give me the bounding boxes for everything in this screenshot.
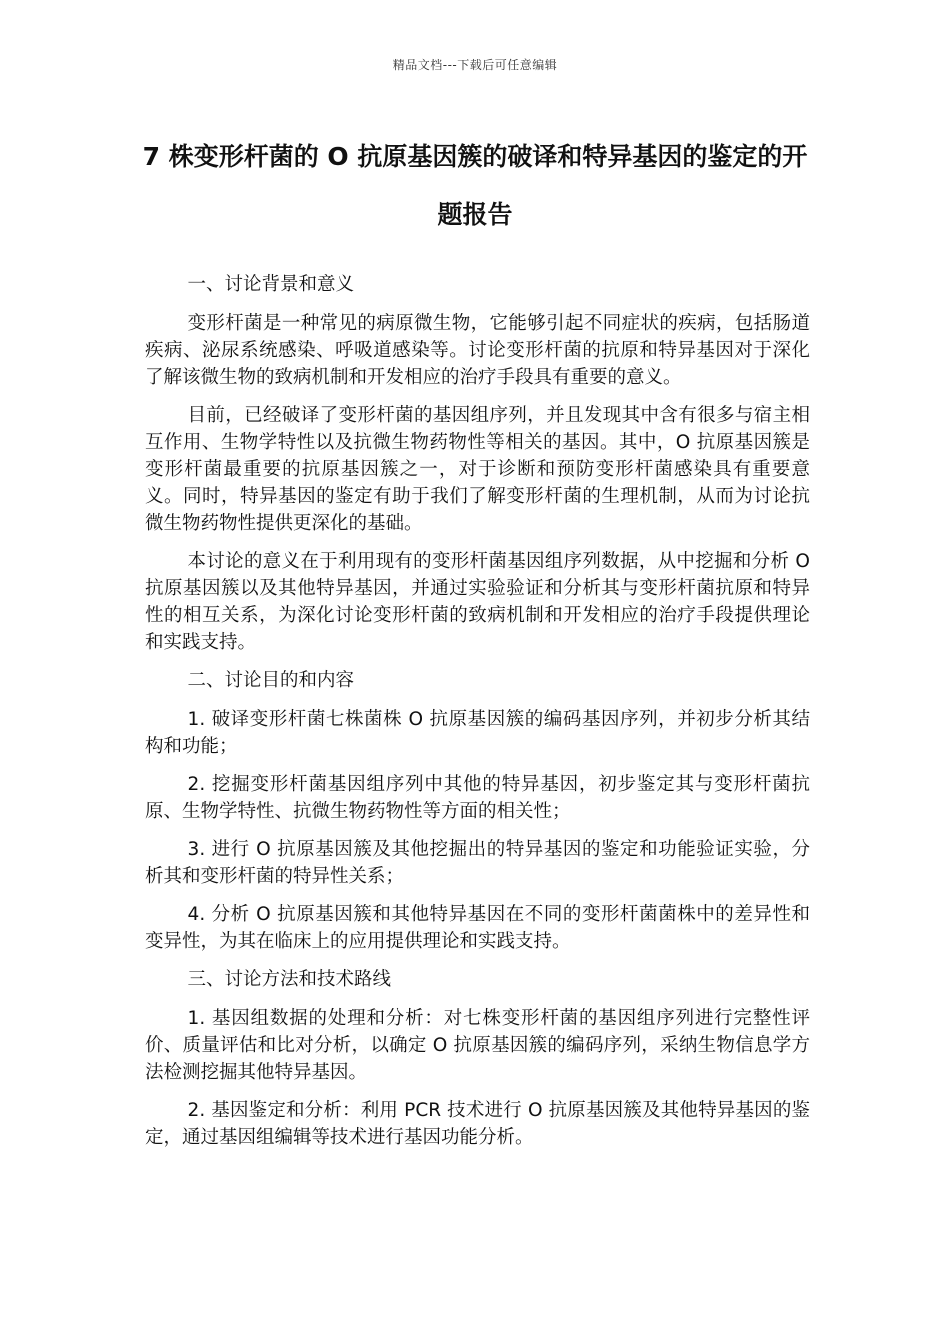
section-heading-methods: 三、讨论方法和技术路线 xyxy=(187,969,392,990)
list-item: 2. 基因鉴定和分析：利用 PCR 技术进行 O 抗原基因簇及其他特异基因的鉴定，通过基因组编辑等技术进行基因功能分析。 xyxy=(145,1100,810,1148)
section-heading-background: 一、讨论背景和意义 xyxy=(187,274,355,295)
document-body xyxy=(145,271,810,1162)
paragraph: 本讨论的意义在于利用现有的变形杆菌基因组序列数据，从中挖掘和分析 O 抗原基因簇以及其他特异基因，并通过实验验证和分析其与变形杆菌抗原和特异性的相互关系，为深化讨论变形杆菌的致病机制和开发相应的治疗手段提供理论和实践支持。 xyxy=(145,551,810,653)
list-item: 1. 基因组数据的处理和分析：对七株变形杆菌的基因组序列进行完整性评价、质量评估和比对分析，以确定 O 抗原基因簇的编码序列，采纳生物信息学方法检测挖掘其他特异基因。 xyxy=(145,1008,810,1083)
page-header: 精品文档---下载后可任意编辑 xyxy=(392,58,558,72)
document-title: 7 株变形杆菌的 O 抗原基因簇的破译和特异基因的鉴定的开题报告 xyxy=(142,142,808,229)
paragraph: 变形杆菌是一种常见的病原微生物，它能够引起不同症状的疾病，包括肠道疾病、泌尿系统感染、呼吸道感染等。讨论变形杆菌的抗原和特异基因对于深化了解该微生物的致病机制和开发相应的治疗手段具有重要的意义。 xyxy=(145,313,810,388)
list-item: 3. 进行 O 抗原基因簇及其他挖掘出的特异基因的鉴定和功能验证实验，分析其和变形杆菌的特异性关系； xyxy=(145,839,810,887)
list-item: 4. 分析 O 抗原基因簇和其他特异基因在不同的变形杆菌菌株中的差异性和变异性，为其在临床上的应用提供理论和实践支持。 xyxy=(145,904,810,952)
list-item: 1. 破译变形杆菌七株菌株 O 抗原基因簇的编码基因序列，并初步分析其结构和功能； xyxy=(145,709,810,757)
paragraph: 目前，已经破译了变形杆菌的基因组序列，并且发现其中含有很多与宿主相互作用、生物学特性以及抗微生物药物性等相关的基因。其中，O 抗原基因簇是变形杆菌最重要的抗原基因簇之一，对于诊断和预防变形杆菌感染具有重要意义。同时，特异基因的鉴定有助于我们了解变形杆菌的生理机制，从而为讨论抗微生物药物性提供更深化的基础。 xyxy=(145,405,810,534)
list-item: 2. 挖掘变形杆菌基因组序列中其他的特异基因，初步鉴定其与变形杆菌抗原、生物学特性、抗微生物药物性等方面的相关性； xyxy=(145,774,810,822)
section-heading-objectives: 二、讨论目的和内容 xyxy=(187,670,355,691)
